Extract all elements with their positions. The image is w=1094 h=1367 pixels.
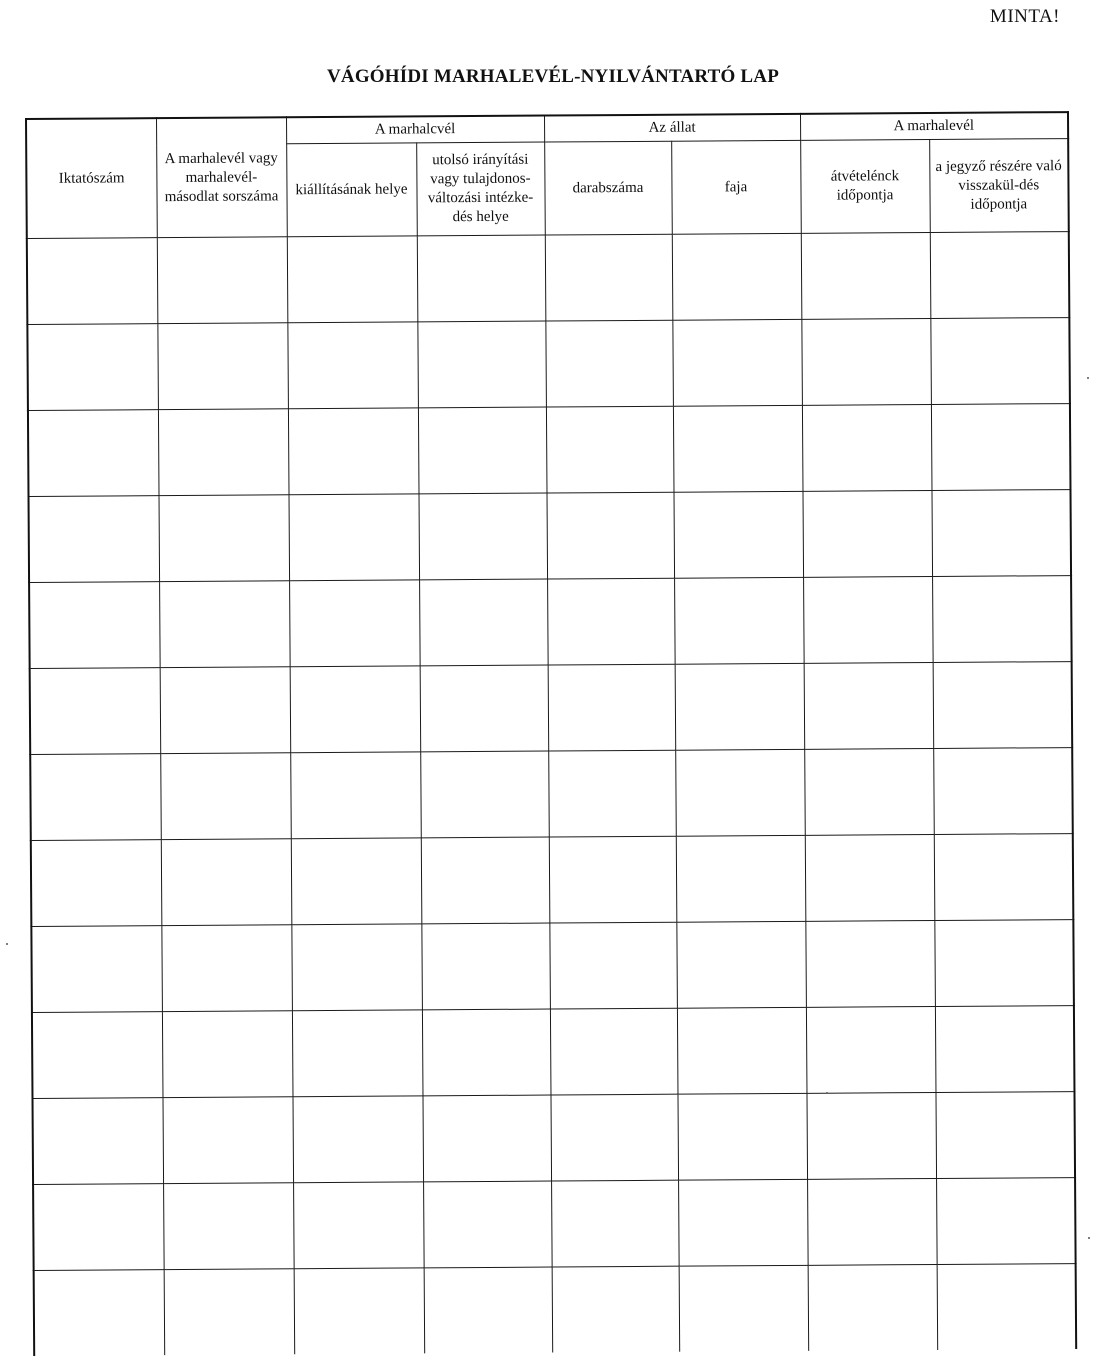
- table-cell: [291, 838, 422, 925]
- table-cell: [676, 835, 806, 922]
- table-cell: [803, 576, 933, 663]
- table-row: [33, 1178, 1076, 1271]
- header-sorszam: A marhalevél vagy marhalevél-másodlat sorszáma: [156, 117, 287, 237]
- table-cell: [805, 834, 935, 921]
- table-cell: [551, 1094, 679, 1181]
- table-cell: [675, 749, 805, 836]
- table-cell: [932, 490, 1072, 577]
- header-group-marhalevel: A marhalcvél: [286, 116, 544, 144]
- table-cell: [422, 1095, 551, 1182]
- table-cell: [545, 320, 673, 407]
- table-cell: [419, 579, 548, 666]
- table-row: [27, 232, 1070, 325]
- table-row: [32, 1006, 1075, 1099]
- table-cell: [29, 582, 160, 669]
- header-faja: faja: [671, 140, 801, 234]
- table-cell: [676, 921, 806, 1008]
- table-cell: [552, 1266, 680, 1352]
- header-visszakuldes: a jegyző részére való visszakül-dés időpontja: [929, 139, 1069, 233]
- table-cell: [932, 576, 1072, 663]
- table-cell: [547, 492, 675, 579]
- table-cell: [930, 318, 1070, 405]
- table-cell: [292, 1010, 423, 1097]
- table-cell: [159, 495, 290, 582]
- table-cell: [30, 668, 161, 755]
- table-cell: [162, 1011, 293, 1098]
- table-cell: [803, 490, 933, 577]
- table-cell: [291, 924, 422, 1011]
- table-cell: [934, 834, 1074, 921]
- table-cell: [158, 409, 289, 496]
- table-cell: [422, 1009, 551, 1096]
- table-cell: [160, 667, 291, 754]
- table-row: [33, 1092, 1076, 1185]
- table-cell: [160, 753, 291, 840]
- register-body: [27, 232, 1076, 1356]
- scan-speck: [6, 943, 8, 945]
- table-cell: [421, 923, 550, 1010]
- table-cell: [29, 496, 160, 583]
- header-group-allat: Az állat: [544, 114, 800, 142]
- header-iktatoszam: Iktatószám: [26, 118, 157, 238]
- table-cell: [292, 1096, 423, 1183]
- table-cell: [293, 1182, 424, 1269]
- table-row: [28, 404, 1071, 497]
- table-cell: [549, 836, 677, 923]
- table-cell: [421, 837, 550, 924]
- table-cell: [548, 750, 676, 837]
- table-cell: [935, 1092, 1075, 1179]
- table-cell: [420, 751, 549, 838]
- table-cell: [807, 1092, 937, 1179]
- table-cell: [28, 410, 159, 497]
- table-cell: [673, 405, 803, 492]
- table-cell: [678, 1179, 808, 1266]
- table-cell: [423, 1181, 552, 1268]
- table-cell: [164, 1269, 295, 1355]
- table-cell: [34, 1270, 165, 1356]
- table-cell: [30, 754, 161, 841]
- table-cell: [805, 920, 935, 1007]
- table-cell: [287, 322, 418, 409]
- table-cell: [290, 666, 421, 753]
- table-cell: [163, 1097, 294, 1184]
- table-cell: [289, 494, 420, 581]
- table-cell: [548, 664, 676, 751]
- table-cell: [550, 1008, 678, 1095]
- table-cell: [934, 920, 1074, 1007]
- table-cell: [545, 234, 673, 321]
- table-cell: [674, 577, 804, 664]
- sample-stamp: MINTA!: [989, 6, 1060, 27]
- scan-speck: [1087, 377, 1089, 379]
- table-cell: [808, 1264, 938, 1350]
- document-title: VÁGÓHÍDI MARHALEVÉL-NYILVÁNTARTÓ LAP: [326, 66, 780, 87]
- table-row: [29, 490, 1072, 583]
- table-cell: [804, 748, 934, 835]
- table-cell: [32, 1012, 163, 1099]
- scan-speck: [826, 1092, 828, 1094]
- table-cell: [672, 319, 802, 406]
- table-cell: [424, 1267, 553, 1353]
- header-group-marhalevel-2: A marhalevél: [800, 112, 1068, 140]
- table-cell: [417, 235, 546, 322]
- table-cell: [801, 233, 931, 320]
- table-cell: [161, 839, 292, 926]
- register-form: [25, 111, 1075, 1356]
- table-cell: [678, 1093, 808, 1180]
- table-cell: [420, 665, 549, 752]
- table-cell: [163, 1183, 294, 1270]
- table-row: [31, 834, 1074, 927]
- table-cell: [33, 1184, 164, 1271]
- table-cell: [937, 1264, 1077, 1350]
- table-cell: [419, 493, 548, 580]
- table-cell: [801, 318, 931, 405]
- header-kiallitas: kiállításának helye: [286, 143, 417, 237]
- table-cell: [417, 321, 546, 408]
- table-cell: [674, 491, 804, 578]
- table-cell: [804, 662, 934, 749]
- table-row: [30, 748, 1073, 841]
- header-iranyitas: utolsó irányítási vagy tulajdonos-változási intézke-dés helye: [416, 142, 545, 236]
- table-cell: [27, 238, 158, 325]
- table-cell: [157, 237, 288, 324]
- header-darabszam: darabszáma: [544, 141, 672, 235]
- table-cell: [288, 408, 419, 495]
- table-cell: [157, 323, 288, 410]
- table-row: [27, 318, 1070, 411]
- table-cell: [672, 233, 802, 320]
- table-row: [34, 1264, 1077, 1356]
- table-cell: [31, 840, 162, 927]
- table-cell: [933, 662, 1073, 749]
- table-cell: [551, 1180, 679, 1267]
- table-cell: [931, 404, 1071, 491]
- scan-speck: [1088, 1237, 1090, 1239]
- table-cell: [933, 748, 1073, 835]
- table-row: [31, 920, 1074, 1013]
- table-cell: [807, 1178, 937, 1265]
- register-table: [25, 111, 1077, 1356]
- table-cell: [675, 663, 805, 750]
- table-row: [29, 576, 1072, 669]
- table-cell: [33, 1098, 164, 1185]
- table-cell: [287, 236, 418, 323]
- table-cell: [679, 1265, 809, 1351]
- table-cell: [289, 580, 420, 667]
- table-cell: [549, 922, 677, 1009]
- table-cell: [546, 406, 674, 493]
- table-row: [30, 662, 1073, 755]
- table-cell: [294, 1268, 425, 1354]
- table-cell: [161, 925, 292, 1012]
- table-cell: [677, 1007, 807, 1094]
- table-cell: [290, 752, 421, 839]
- table-cell: [930, 232, 1070, 319]
- header-atvetel: átvételénck időpontja: [800, 140, 930, 234]
- table-cell: [31, 926, 162, 1013]
- table-cell: [159, 581, 290, 668]
- table-cell: [936, 1178, 1076, 1265]
- table-cell: [806, 1006, 936, 1093]
- table-cell: [418, 407, 547, 494]
- table-cell: [802, 404, 932, 491]
- table-cell: [547, 578, 675, 665]
- table-cell: [935, 1006, 1075, 1093]
- table-cell: [27, 324, 158, 411]
